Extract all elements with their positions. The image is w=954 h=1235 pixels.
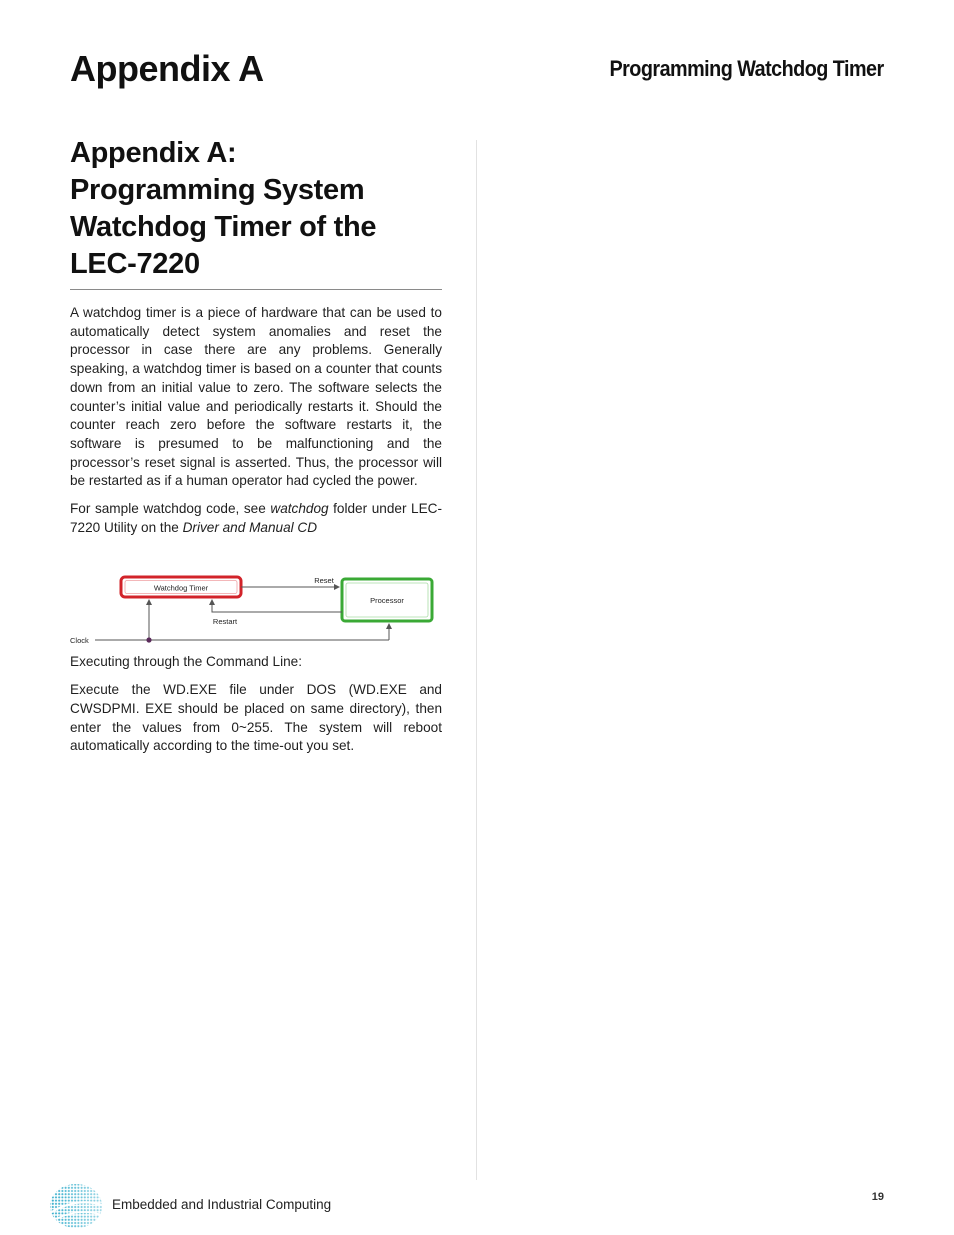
exec-label: Executing through the Command Line: (70, 654, 302, 670)
clock-label: Clock (70, 636, 89, 646)
section-title-line: Watchdog Timer of the (70, 211, 377, 243)
page-number: 19 (871, 1191, 884, 1203)
sample-folder-name: watchdog (270, 501, 329, 517)
clock-junction (146, 638, 151, 643)
sample-prefix: For sample watchdog code, see (70, 501, 271, 517)
section-title-line: Programming System (70, 174, 365, 206)
sample-code-paragraph (70, 500, 442, 537)
section-title-line: Appendix A: (70, 137, 237, 169)
main-column (70, 135, 442, 756)
restart-label: Restart (212, 617, 238, 627)
sample-cd-name: Driver and Manual CD (182, 519, 318, 535)
globe-logo-icon (48, 1183, 104, 1229)
watchdog-timer-label: Watchdog Timer (153, 583, 209, 593)
section-title-line: LEC-7220 (70, 248, 200, 280)
intro-paragraph: A watchdog timer is a piece of hardware that can be used to automatically detect system anomalies and reset the processor in case there are any problems. Generally speaking, a watchdog timer is based on a counter that counts down from an initial value to zero. The software selects the counter’s initial value and periodically restarts it. Should the counter reach zero before the software restarts it, the software is presumed to be malfunctioning and the processor’s reset signal is asserted. Thus, the processor will be restarted as if a human operator had cycled the power. (70, 305, 442, 489)
restart-line (212, 600, 342, 612)
sample-middle: folder under LEC-7220 Utility on the (70, 501, 442, 535)
column-divider (476, 140, 477, 1180)
processor-label: Processor (370, 596, 404, 606)
exec-paragraph: Execute the WD.EXE file under DOS (WD.EXE and CWSDPMI. EXE should be placed on same directory), then enter the values from 0~255. The system will reboot automatically according to the time-out you set. (70, 682, 442, 754)
section-title (70, 135, 442, 290)
page-header-title: Appendix A (70, 48, 264, 89)
footer-tagline: Embedded and Industrial Computing (112, 1197, 332, 1212)
page-header-section: Programming Watchdog Timer (609, 56, 884, 81)
reset-label: Reset (314, 576, 334, 586)
watchdog-diagram (70, 575, 442, 653)
